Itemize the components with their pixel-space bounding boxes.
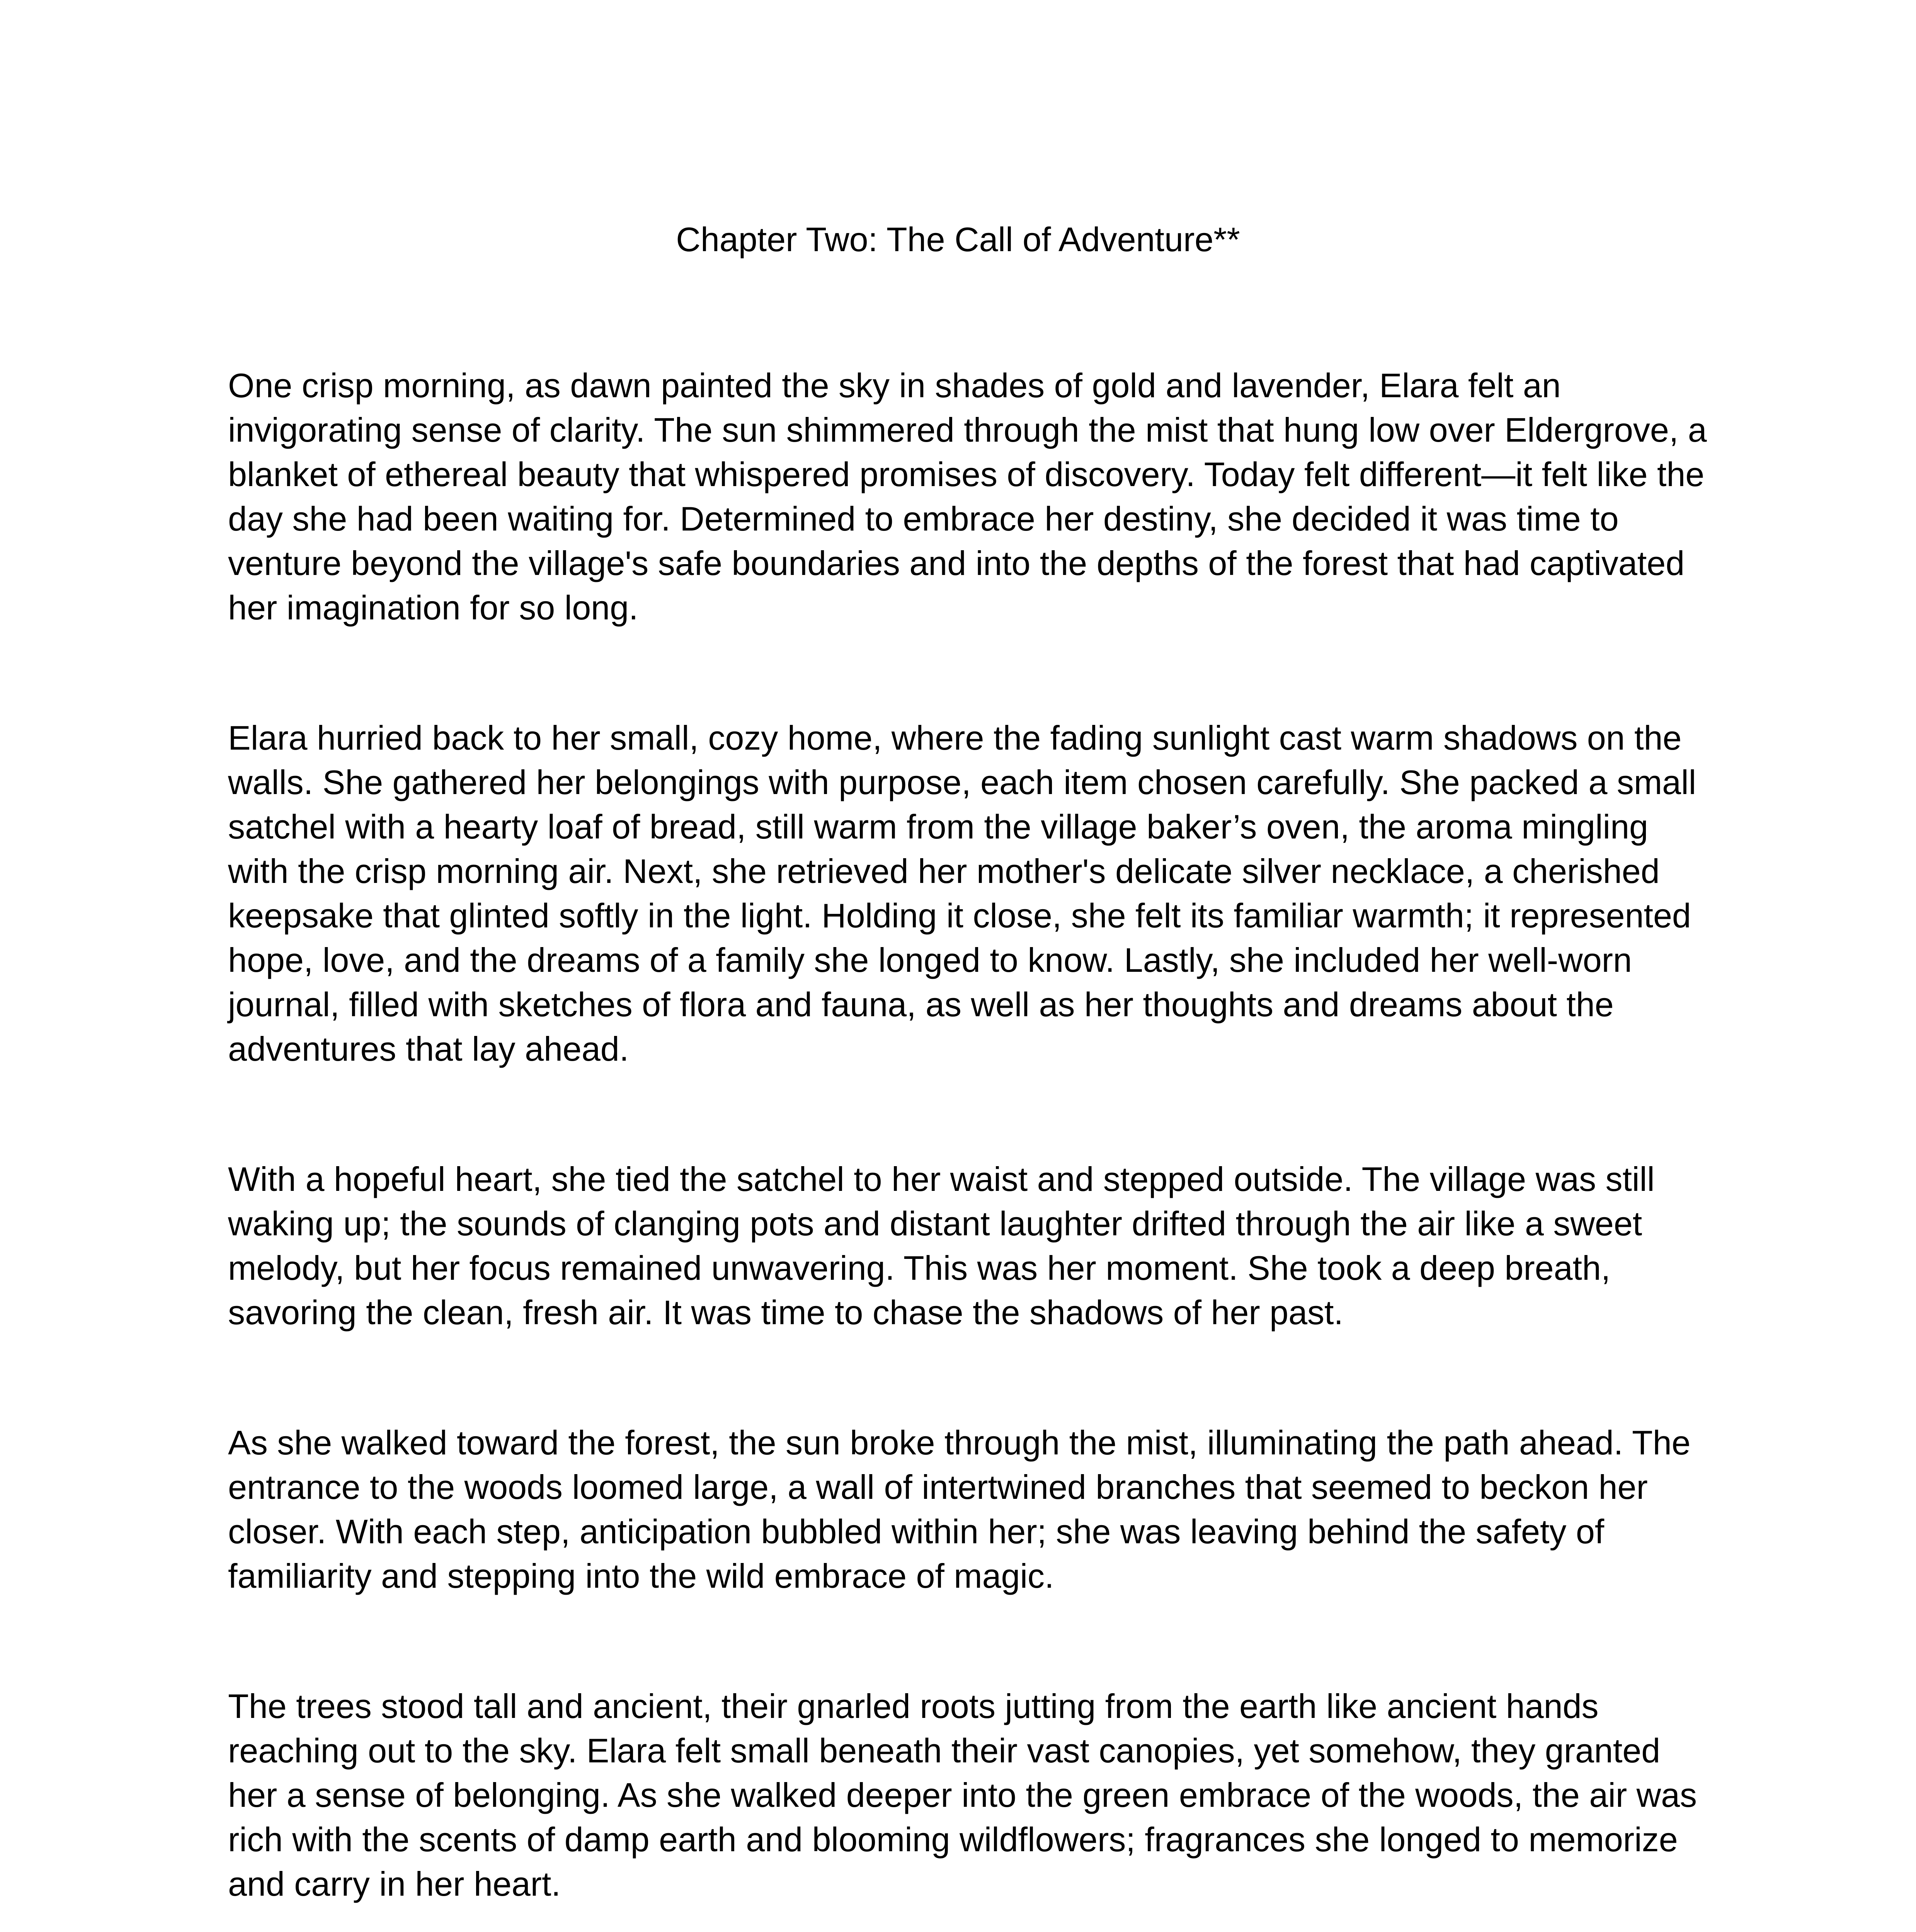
paragraph-3: With a hopeful heart, she tied the satchel to her waist and stepped outside. The village was still waking up; the sounds of clanging pots and distant laughter drifted through the air like a sweet melody, but her focus remained unwavering. This was her moment. She took a deep breath, savoring the clean, fresh air. It was time to chase the shadows of her past.	[228, 1160, 1655, 1332]
body-text	[228, 363, 1712, 1932]
paragraph-5: The trees stood tall and ancient, their gnarled roots jutting from the earth like ancient hands reaching out to the sky. Elara felt small beneath their vast canopies, yet somehow, they granted her a sense of belonging. As she walked deeper into the green embrace of the woods, the air was rich with the scents of damp earth and blooming wildflowers; fragrances she longed to memorize and carry in her heart.	[228, 1687, 1697, 1903]
chapter-title: Chapter Two: The Call of Adventure**	[676, 220, 1240, 259]
paragraph-2: Elara hurried back to her small, cozy home, where the fading sunlight cast warm shadows on the walls. She gathered her belongings with purpose, each item chosen carefully. She packed a small satchel with a hearty loaf of bread, still warm from the village baker’s oven, the aroma mingling with the crisp morning air. Next, she retrieved her mother's delicate silver necklace, a cherished keepsake that glinted softly in the light. Holding it close, she felt its familiar warmth; it represented hope, love, and the dreams of a family she longed to know. Lastly, she included her well-worn journal, filled with sketches of flora and fauna, as well as her thoughts and dreams about the adventures that lay ahead.	[228, 719, 1696, 1068]
paragraph-1: One crisp morning, as dawn painted the sky in shades of gold and lavender, Elara felt an invigorating sense of clarity. The sun shimmered through the mist that hung low over Eldergrove, a blanket of ethereal beauty that whispered promises of discovery. Today felt different—it felt like the day she had been waiting for. Determined to embrace her destiny, she decided it was time to venture beyond the village's safe boundaries and into the depths of the forest that had captivated her imagination for so long.	[228, 366, 1707, 627]
paragraph-4: As she walked toward the forest, the sun broke through the mist, illuminating the path ahead. The entrance to the woods loomed large, a wall of intertwined branches that seemed to beckon her closer. With each step, anticipation bubbled within her; she was leaving behind the safety of familiarity and stepping into the wild embrace of magic.	[228, 1423, 1691, 1595]
